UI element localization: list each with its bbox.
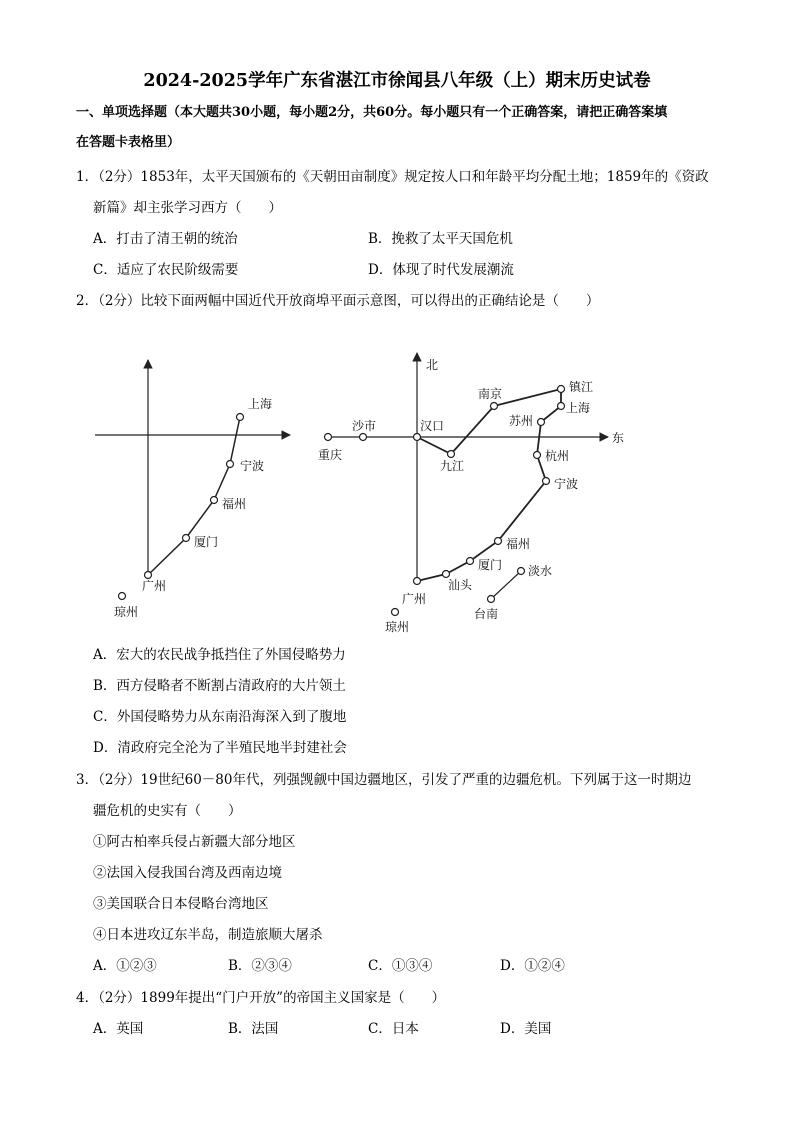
city-dot-suzhou [538, 419, 545, 426]
q1-option-b[interactable]: B．挽救了太平天国危机 [368, 231, 513, 247]
city-dot-xiamen [183, 535, 190, 542]
q2-option-a[interactable]: A．宏大的农民战争抵挡住了外国侵略势力 [93, 647, 346, 663]
q4-option-d[interactable]: D．美国 [500, 1021, 552, 1037]
q1-option-d[interactable]: D．体现了时代发展潮流 [368, 262, 514, 278]
city-dot-hangzhou [534, 452, 541, 459]
city-label-shanghai-r: 上海 [566, 401, 591, 415]
city-dot-shantou [443, 571, 450, 578]
exam-title: 2024-2025学年广东省湛江市徐闻县八年级（上）期末历史试卷 [143, 71, 651, 91]
city-dot-tainan [488, 596, 495, 603]
right-route [417, 389, 561, 581]
section-heading-line2: 在答题卡表格里） [76, 135, 181, 150]
city-dot-ningbo [227, 461, 234, 468]
city-label-ningbo: 宁波 [240, 459, 265, 473]
city-label-nanjing: 南京 [478, 387, 503, 401]
left-route [148, 417, 240, 575]
map-left [90, 350, 300, 630]
city-label-shantou: 汕头 [448, 578, 473, 592]
city-label-suzhou: 苏州 [509, 414, 534, 428]
q2-option-b[interactable]: B．西方侵略者不断割占清政府的大片领土 [93, 678, 346, 694]
city-label-hankou: 汉口 [420, 419, 445, 433]
q3-item-2: ②法国入侵我国台湾及西南边境 [93, 865, 282, 881]
q3-option-a[interactable]: A．①②③ [93, 958, 157, 974]
q3-stem-line2: 疆危机的史实有（ ） [93, 803, 242, 819]
section-heading-line1: 一、单项选择题（本大题共30小题，每小题2分，共60分。每小题只有一个正确答案，请把正确答案填 [76, 105, 668, 120]
city-dot-guangzhou-r [414, 578, 421, 585]
q3-option-c[interactable]: C．①③④ [368, 958, 433, 974]
q2-stem: 2．（2分）比较下面两幅中国近代开放商埠平面示意图，可以得出的正确结论是（ ） [76, 293, 600, 309]
q4-option-b[interactable]: B．法国 [228, 1021, 279, 1037]
q3-option-b[interactable]: B．②③④ [228, 958, 292, 974]
q3-item-3: ③美国联合日本侵略台湾地区 [93, 896, 269, 912]
city-dot-shashi [360, 434, 367, 441]
city-dot-xiamen-r [467, 558, 474, 565]
city-dot-ningbo-r [543, 478, 550, 485]
city-label-fuzhou-r: 福州 [506, 537, 531, 551]
city-dot-danshui [518, 568, 525, 575]
city-label-hangzhou: 杭州 [545, 449, 570, 463]
city-dot-hankou [414, 434, 421, 441]
city-label-jiujiang: 九江 [440, 459, 465, 473]
q2-option-c[interactable]: C．外国侵略势力从东南沿海深入到了腹地 [93, 709, 347, 725]
city-dot-chongqing [325, 434, 332, 441]
city-dot-guangzhou [145, 572, 152, 579]
city-label-chongqing: 重庆 [318, 448, 343, 462]
q4-option-a[interactable]: A．英国 [93, 1021, 144, 1037]
north-label: 北 [426, 358, 439, 372]
city-label-tainan: 台南 [474, 607, 499, 621]
city-label-qiongzhou-r: 琼州 [385, 620, 410, 634]
city-label-guangzhou: 广州 [142, 579, 167, 593]
city-label-qiongzhou: 琼州 [114, 605, 139, 619]
city-label-guangzhou-r: 广州 [402, 592, 427, 606]
city-dot-fuzhou-r [495, 538, 502, 545]
map-right [310, 345, 640, 640]
q3-stem-line1: 3．（2分）19世纪60－80年代，列强觊觎中国边疆地区，引发了严重的边疆危机。下列属于这一时期边 [76, 772, 692, 788]
city-dot-shanghai [237, 414, 244, 421]
q4-option-c[interactable]: C．日本 [368, 1021, 419, 1037]
city-dot-qiongzhou [119, 593, 126, 600]
city-dot-shanghai-r [558, 403, 565, 410]
city-label-shashi: 沙市 [352, 419, 377, 433]
city-label-shanghai: 上海 [248, 397, 273, 411]
city-label-ningbo-r: 宁波 [554, 477, 579, 491]
city-label-xiamen: 厦门 [194, 535, 219, 549]
city-dot-zhenjiang [558, 386, 565, 393]
q3-option-d[interactable]: D．①②④ [500, 958, 565, 974]
city-dot-jiujiang [448, 451, 455, 458]
city-dot-nanjing [491, 403, 498, 410]
city-label-fuzhou: 福州 [222, 497, 247, 511]
east-label: 东 [612, 431, 625, 445]
city-label-xiamen-r: 厦门 [478, 558, 503, 572]
city-dot-fuzhou [211, 497, 218, 504]
q1-stem-line1: 1．（2分）1853年，太平天国颁布的《天朝田亩制度》规定按人口和年龄平均分配土地；1859年的《资政 [76, 169, 709, 185]
q2-option-d[interactable]: D．清政府完全沦为了半殖民地半封建社会 [93, 740, 347, 756]
q1-option-a[interactable]: A．打击了清王朝的统治 [93, 231, 238, 247]
city-label-zhenjiang: 镇江 [569, 380, 594, 394]
q3-item-4: ④日本进攻辽东半岛，制造旅顺大屠杀 [93, 927, 323, 943]
q1-option-c[interactable]: C．适应了农民阶级需要 [93, 262, 239, 278]
city-dot-qiongzhou-r [392, 609, 399, 616]
q4-stem: 4．（2分）1899年提出“门户开放”的帝国主义国家是（ ） [76, 990, 446, 1006]
q1-stem-line2: 新篇》却主张学习西方（ ） [93, 200, 282, 216]
city-label-danshui: 淡水 [528, 564, 553, 578]
q3-item-1: ①阿古柏率兵侵占新疆大部分地区 [93, 834, 296, 850]
taiwan-route [491, 571, 521, 599]
